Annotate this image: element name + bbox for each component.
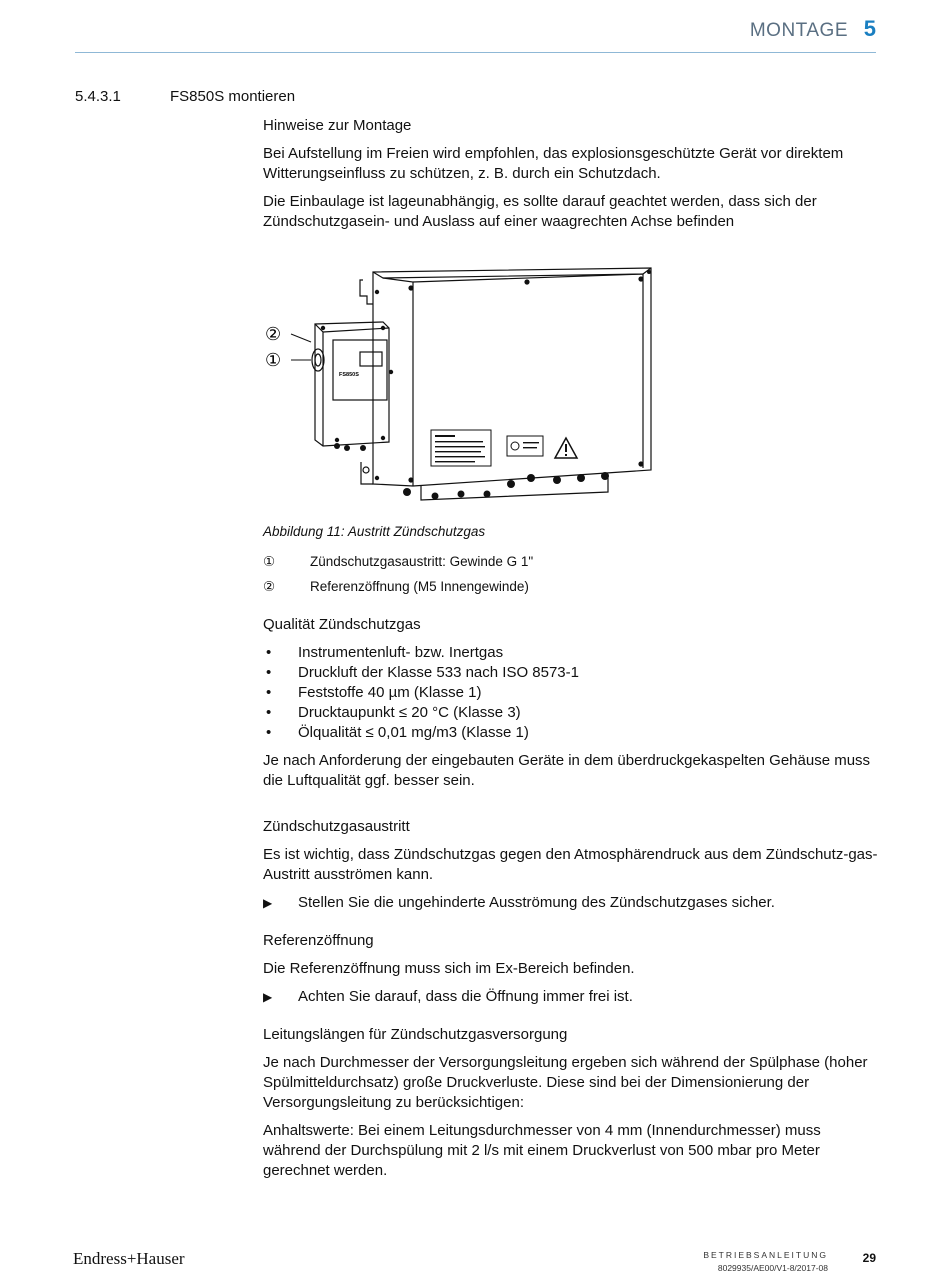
list-item: • Feststoffe 40 µm (Klasse 1) bbox=[263, 683, 878, 703]
legend-text: Zündschutzgasaustritt: Gewinde G 1" bbox=[310, 554, 534, 569]
action-arrow-icon: ▶ bbox=[263, 990, 273, 1004]
outlet-instruction-text: Stellen Sie die ungehinderte Ausströmung des Zündschutzgases sicher. bbox=[298, 894, 775, 911]
list-item: • Drucktaupunkt ≤ 20 °C (Klasse 3) bbox=[263, 703, 878, 723]
callout-1: ① bbox=[265, 350, 282, 371]
header-divider bbox=[75, 52, 876, 53]
section-title: FS850S montieren bbox=[170, 88, 296, 105]
main-content bbox=[263, 116, 878, 1189]
chapter-title: MONTAGE bbox=[749, 20, 848, 41]
reference-instruction bbox=[263, 987, 878, 1007]
outlet-heading: Zündschutzgasaustritt bbox=[263, 818, 410, 835]
outlet-paragraph: Es ist wichtig, dass Zündschutzgas gegen den Atmosphärendruck aus dem Zündschutz-gas-Austritt ausströmen kann. bbox=[263, 846, 878, 883]
lengths-heading: Leitungslängen für Zündschutzgasversorgung bbox=[263, 1026, 568, 1043]
quality-heading: Qualität Zündschutzgas bbox=[263, 616, 421, 633]
list-item: • Druckluft der Klasse 533 nach ISO 8573-1 bbox=[263, 663, 878, 683]
legend-number: ② bbox=[263, 579, 276, 594]
notes-paragraph-1: Bei Aufstellung im Freien wird empfohlen, das explosionsgeschützte Gerät vor direktem Witterungseinfluss zu schützen, z. B. durch ein Schutzdach. bbox=[263, 145, 844, 182]
section-number: 5.4.3.1 bbox=[75, 88, 121, 105]
reference-instruction-text: Achten Sie darauf, dass die Öffnung immer frei ist. bbox=[298, 988, 633, 1005]
legend-item bbox=[263, 552, 878, 572]
quality-note: Je nach Anforderung der eingebauten Geräte in dem überdruckgekaspelten Gehäuse muss die Luftqualität ggf. besser sein. bbox=[263, 752, 871, 789]
device-drawing bbox=[263, 252, 683, 512]
legend-item bbox=[263, 577, 878, 597]
document-type: BETRIEBSANLEITUNG bbox=[703, 1250, 828, 1260]
notes-paragraph-2: Die Einbaulage ist lageunabhängig, es sollte darauf geachtet werden, dass sich der Zündschutzgasein- und Auslass auf einer waagrechten Achse befinden bbox=[263, 193, 817, 230]
brand-logo: Endress+Hauser bbox=[73, 1249, 185, 1268]
legend-text: Referenzöffnung (M5 Innengewinde) bbox=[310, 579, 529, 594]
device-figure bbox=[263, 252, 683, 512]
list-item: • Instrumentenluft- bzw. Inertgas bbox=[263, 643, 878, 663]
action-arrow-icon: ▶ bbox=[263, 896, 273, 910]
chapter-number: 5 bbox=[863, 16, 876, 41]
quality-list bbox=[263, 643, 878, 743]
page-number: 29 bbox=[862, 1251, 876, 1265]
legend-number: ① bbox=[263, 554, 276, 569]
reference-paragraph: Die Referenzöffnung muss sich im Ex-Bereich befinden. bbox=[263, 960, 635, 977]
lengths-paragraph-1: Je nach Durchmesser der Versorgungsleitung ergeben sich während der Spülphase (hoher Spülmitteldurchsatz) große Druckverluste. Diese sind bei der Dimensionierung der Versorgungsleitung zu berücksichtigen: bbox=[263, 1054, 868, 1111]
document-code: 8029935/AE00/V1-8/2017-08 bbox=[717, 1263, 828, 1273]
figure-caption: Abbildung 11: Austritt Zündschutzgas bbox=[263, 524, 486, 539]
callout-2: ② bbox=[265, 324, 282, 345]
device-model-label: FS850S bbox=[339, 372, 359, 378]
notes-heading: Hinweise zur Montage bbox=[263, 117, 412, 134]
list-item: • Ölqualität ≤ 0,01 mg/m3 (Klasse 1) bbox=[263, 723, 878, 743]
lengths-paragraph-2: Anhaltswerte: Bei einem Leitungsdurchmesser von 4 mm (Innendurchmesser) muss während der Durchspülung mit 2 l/s mit einem Druckverlust von 500 mbar pro Meter gerechnet werden. bbox=[263, 1122, 821, 1179]
reference-heading: Referenzöffnung bbox=[263, 932, 374, 949]
outlet-instruction bbox=[263, 893, 878, 913]
